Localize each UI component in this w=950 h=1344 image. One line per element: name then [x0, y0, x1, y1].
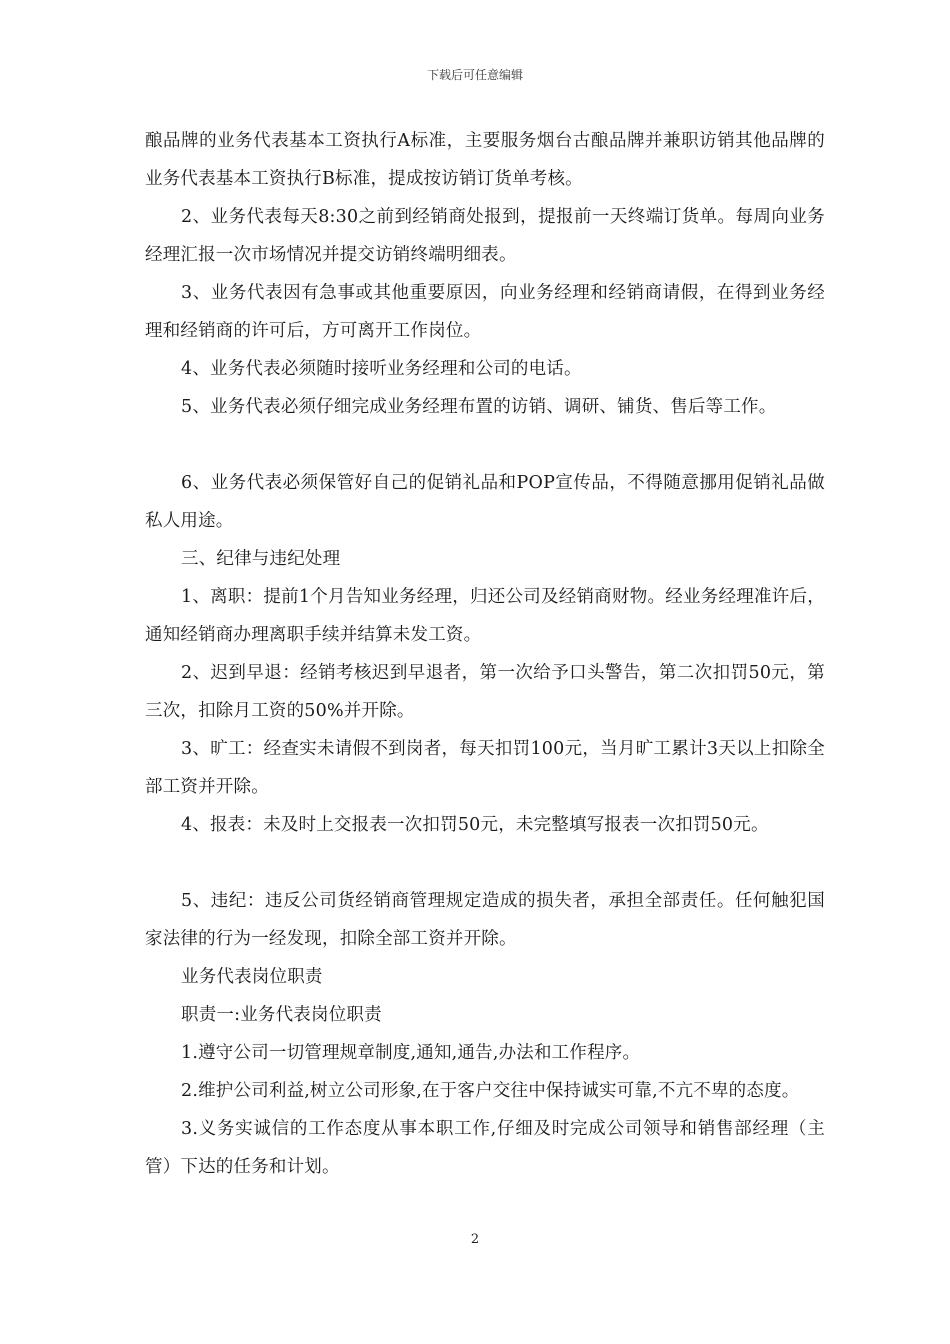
page-header: 下载后可任意编辑	[426, 68, 523, 82]
paragraph-item-2: 2、业务代表每天8:30之前到经销商处报到，提报前一天终端订货单。每周向业务经理汇报一次市场情况并提交访销终端明细表。	[145, 207, 825, 265]
paragraph-lateness: 2、迟到早退：经销考核迟到早退者，第一次给予口头警告，第二次扣罚50元，第三次，扣除月工资的50%并开除。	[145, 663, 825, 721]
section-heading-duties: 业务代表岗位职责	[181, 967, 323, 987]
paragraph-item-6: 6、业务代表必须保管好自己的促销礼品和POP宣传品，不得随意挪用促销礼品做私人用途。	[145, 473, 825, 531]
duty-item-2: 2.维护公司利益,树立公司形象,在于客户交往中保持诚实可靠,不亢不卑的态度。	[181, 1081, 800, 1101]
paragraph-item-5: 5、业务代表必须仔细完成业务经理布置的访销、调研、铺货、售后等工作。	[181, 397, 777, 417]
paragraph-continued: 酿品牌的业务代表基本工资执行A标准，主要服务烟台古酿品牌并兼职访销其他品牌的业务代表基本工资执行B标准，提成按访销订货单考核。	[145, 131, 825, 189]
duty-item-1: 1.遵守公司一切管理规章制度,通知,通告,办法和工作程序。	[181, 1043, 641, 1063]
paragraph-absence: 3、旷工：经查实未请假不到岗者，每天扣罚100元，当月旷工累计3天以上扣除全部工资并开除。	[145, 739, 825, 797]
paragraph-item-3: 3、业务代表因有急事或其他重要原因，向业务经理和经销商请假，在得到业务经理和经销商的许可后，方可离开工作岗位。	[145, 283, 825, 341]
subheading-duty-one: 职责一:业务代表岗位职责	[181, 1005, 382, 1025]
document-body	[145, 122, 825, 1186]
duty-item-3: 3.义务实诚信的工作态度从事本职工作,仔细及时完成公司领导和销售部经理（主管）下达的任务和计划。	[145, 1119, 825, 1177]
page-number: 2	[470, 1232, 480, 1247]
paragraph-item-4: 4、业务代表必须随时接听业务经理和公司的电话。	[181, 359, 582, 379]
paragraph-violation: 5、违纪：违反公司货经销商管理规定造成的损失者，承担全部责任。任何触犯国家法律的行为一经发现，扣除全部工资并开除。	[145, 891, 825, 949]
paragraph-reports: 4、报表：未及时上交报表一次扣罚50元，未完整填写报表一次扣罚50元。	[181, 815, 769, 835]
paragraph-resignation: 1、离职：提前1个月告知业务经理，归还公司及经销商财物。经业务经理准许后，通知经销商办理离职手续并结算未发工资。	[145, 587, 825, 645]
section-heading-discipline: 三、纪律与违纪处理	[181, 549, 341, 569]
